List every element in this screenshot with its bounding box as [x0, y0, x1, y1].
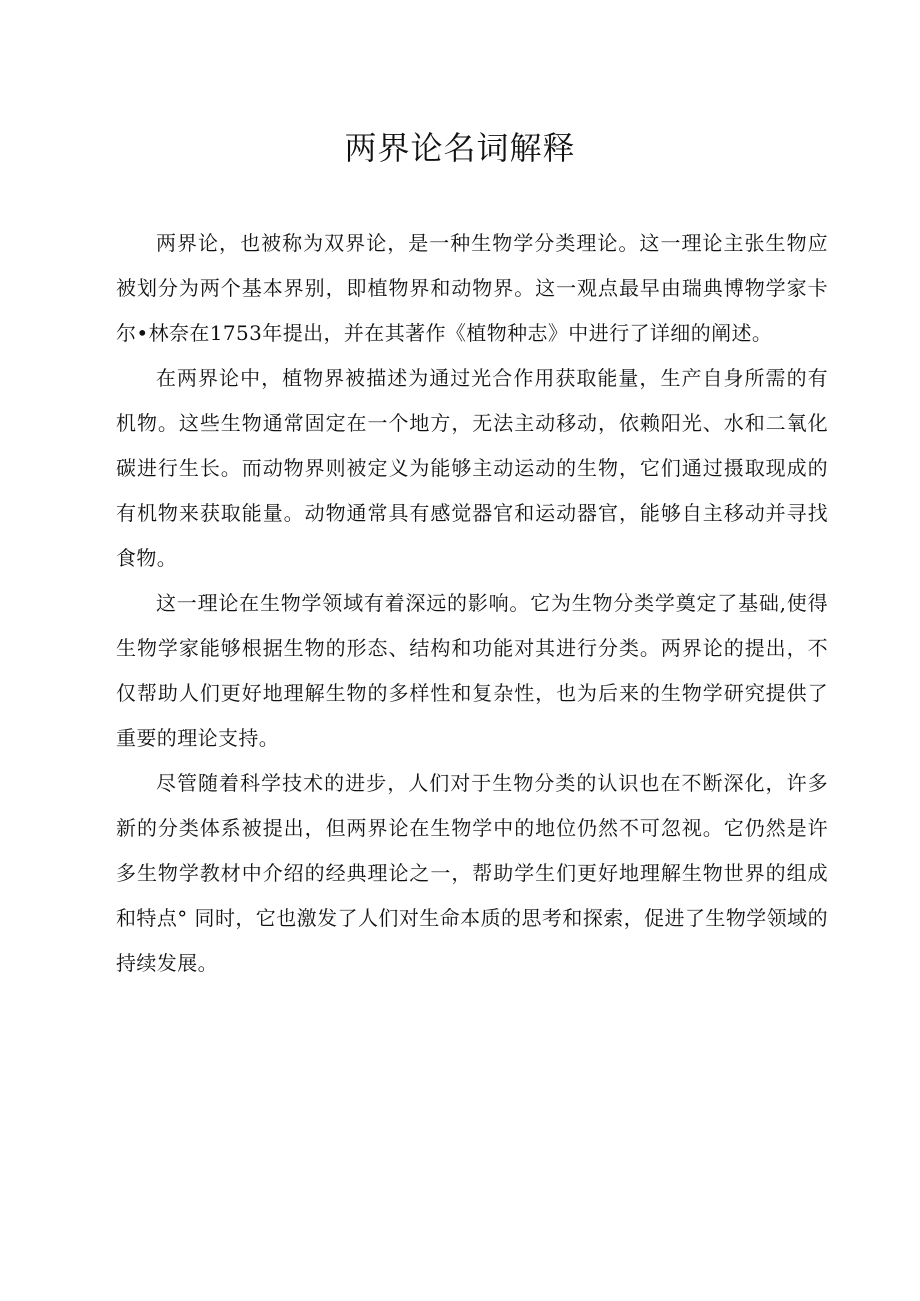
document-title: 两界论名词解释 [344, 129, 576, 167]
paragraph-3: 这一理论在生物学领域有着深远的影响。它为生物分类学奠定了基础,使得生物学家能够根据生物的形态、结构和功能对其进行分类。两界论的提出，不仅帮助人们更好地理解生物的多样性和复杂性，也为后来的生物学研究提供了重要的理论支持。 [116, 591, 828, 750]
paragraph-4: 尽管随着科学技术的进步，人们对于生物分类的认识也在不断深化，许多新的分类体系被提出，但两界论在生物学中的地位仍然不可忽视。它仍然是许多生物学教材中介绍的经典理论之一，帮助学生们更好地理解生物世界的组成和特点° 同时，它也激发了人们对生命本质的思考和探索，促进了生物学领域的持续发展。 [116, 771, 828, 975]
document-body [116, 221, 828, 986]
paragraph-2: 在两界论中，植物界被描述为通过光合作用获取能量，生产自身所需的有机物。这些生物通常固定在一个地方，无法主动移动，依赖阳光、水和二氧化碳进行生长。而动物界则被定义为能够主动运动的生物，它们通过摄取现成的有机物来获取能量。动物通常具有感觉器官和运动器官，能够自主移动并寻找食物。 [116, 366, 828, 570]
paragraph-1: 两界论，也被称为双界论，是一种生物学分类理论。这一理论主张生物应被划分为两个基本界别，即植物界和动物界。这一观点最早由瑞典博物学家卡尔•林奈在1753年提出，并在其著作《植物种志》中进行了详细的阐述。 [116, 231, 828, 345]
